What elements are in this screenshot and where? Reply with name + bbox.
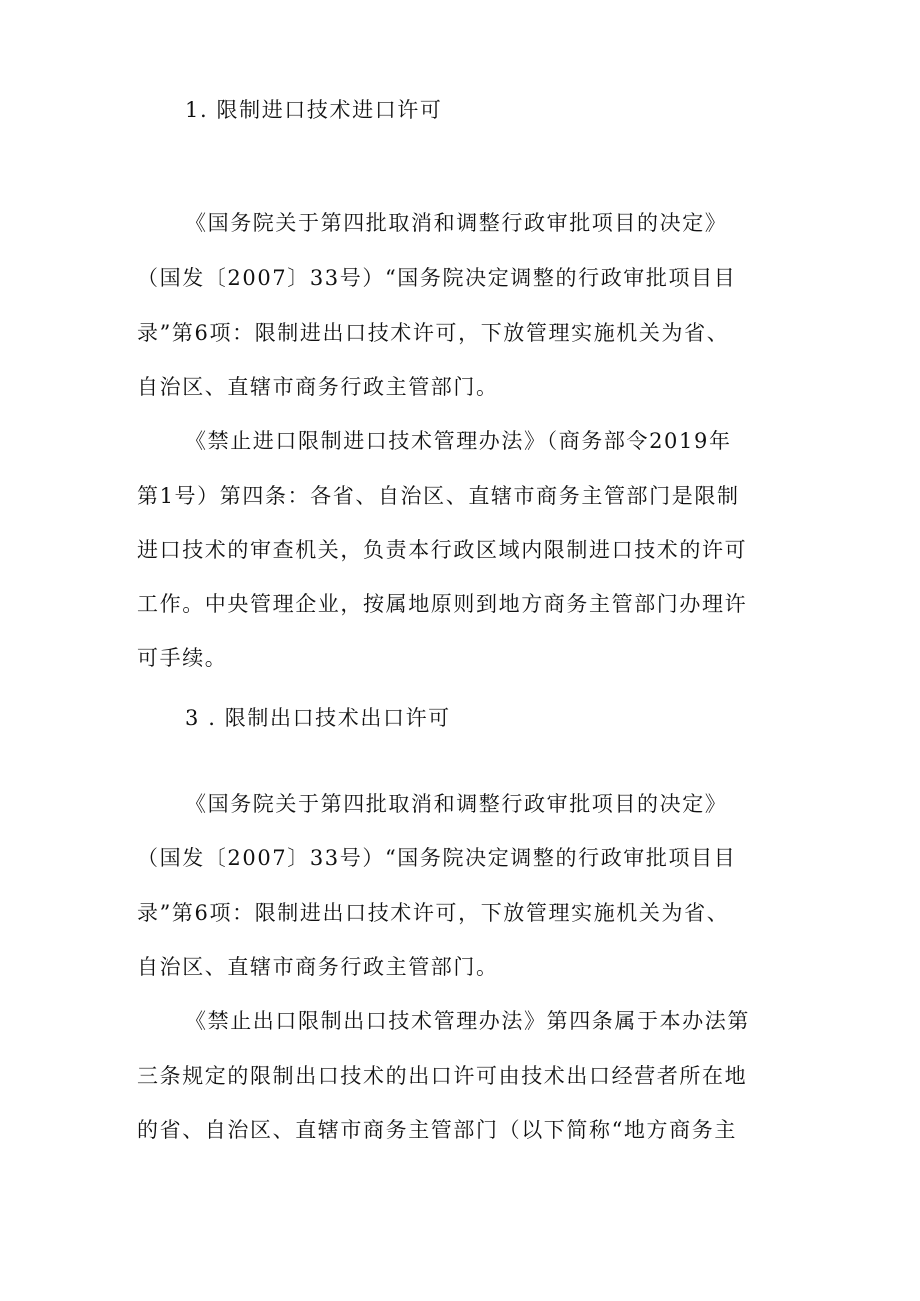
paragraph-line: 进口技术的审查机关，负责本行政区域内限制进口技术的许可 bbox=[137, 538, 748, 562]
section-1-heading: 1. 限制进口技术进口许可 bbox=[185, 98, 443, 122]
paragraph-line: 《禁止进口限制进口技术管理办法》（商务部令2019年 bbox=[185, 429, 732, 453]
paragraph-line: 可手续。 bbox=[137, 646, 228, 670]
paragraph-line: 三条规定的限制出口技术的出口许可由技术出口经营者所在地 bbox=[137, 1064, 748, 1088]
paragraph-line: 的省、自治区、直辖市商务主管部门（以下简称“地方商务主 bbox=[137, 1118, 737, 1142]
paragraph-line: 自治区、直辖市商务行政主管部门。 bbox=[137, 955, 499, 979]
paragraph-line: 录”第6项：限制进出口技术许可，下放管理实施机关为省、 bbox=[137, 901, 730, 925]
paragraph-line: 《国务院关于第四批取消和调整行政审批项目的决定》 bbox=[185, 792, 728, 816]
paragraph-line: 《国务院关于第四批取消和调整行政审批项目的决定》 bbox=[185, 211, 728, 235]
paragraph-line: 第1号）第四条：各省、自治区、直辖市商务主管部门是限制 bbox=[137, 484, 740, 508]
paragraph-line: 录”第6项：限制进出口技术许可，下放管理实施机关为省、 bbox=[137, 321, 730, 345]
paragraph-line: 自治区、直辖市商务行政主管部门。 bbox=[137, 375, 499, 399]
section-3-heading: 3 . 限制出口技术出口许可 bbox=[185, 706, 451, 730]
paragraph-line: （国发〔2007〕33号）“国务院决定调整的行政审批项目目 bbox=[137, 846, 737, 870]
paragraph-line: 《禁止出口限制出口技术管理办法》第四条属于本办法第 bbox=[185, 1009, 750, 1033]
paragraph-line: 工作。中央管理企业，按属地原则到地方商务主管部门办理许 bbox=[137, 592, 748, 616]
paragraph-line: （国发〔2007〕33号）“国务院决定调整的行政审批项目目 bbox=[137, 266, 737, 290]
